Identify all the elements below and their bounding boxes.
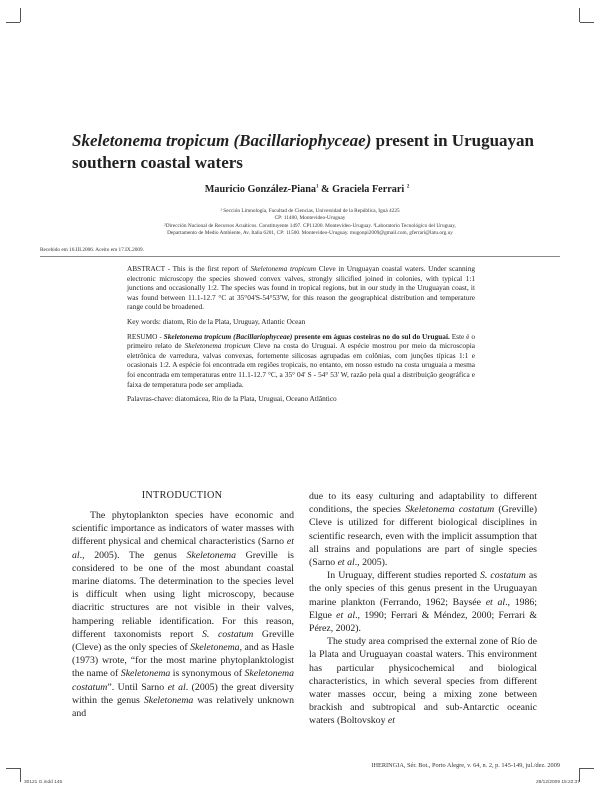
affiliation-line: Departamento de Medio Ambiente, Av. Italia 6201, CP: 11500. Montevideo-Uruguay. mugonpi2009@gmail.com, gferrari@latu.org.uy — [167, 230, 453, 237]
author-2-sup: 2 — [406, 184, 410, 190]
crop-mark-bottom-left-h — [6, 768, 20, 769]
affiliation-line: ²Dirección Nacional de Recursos Acuáticos. Constituyente 1497. CP11200. Montevideo-Uruguay. ³Laboratorio Tecnológico del Uruguay, — [164, 222, 456, 229]
received-dates: Recebido em 16.III.2006. Aceito em 17.IX.2009. — [40, 247, 145, 253]
article-title — [72, 130, 542, 174]
abstract-text: Cleve in Uruguayan coastal waters. Under scanning electronic microscopy the species showed convex valves, strongly silicified joined in colonies, with typical 1:1 junctions and occasionally 1:2. The species was found in tropical regions, but in our study in the Uruguayan coast, it was found between 11.1-12.7 °C at 35°04'S-54°53'W, for this reason the geographical distribution and temperature range could be broadened. — [127, 264, 475, 312]
intro-paragraph-1: The phytoplankton species have economic and scientific importance as indicators of water masses with different physical and chemical characteristics (Sarno et al., 2005). The genus Skeletonema Greville is considered to be one of the most abundant coastal marine diatoms. The determination to the species level is difficult when using light microscopy, because diacritic structures are not visible in their valves, hampering reliable identification. For this reason, different taxonomists report S. costatum Greville (Cleve) as the only species of Skeletonema, and as Hasle (1973) wrote, “for the most marine phytoplanktologist the name of Skeletonema is synonymous of Skeletonema costatum”. Until Sarno et al. (2005) the great diversity within the genus Skeletonema was relatively unknown and — [72, 510, 295, 720]
divider — [40, 256, 560, 257]
author-separator: & — [318, 184, 333, 195]
print-slug-file: 30121 G.indd 145 — [24, 780, 63, 785]
body-column-left — [72, 509, 294, 720]
resumo-title-species: Skeletonema tropicum — [163, 331, 232, 341]
affiliation-line: ¹ Sección Limnología, Facultad de Ciencias, Universidad de la República, Iguá 4225 — [220, 208, 400, 214]
journal-footer: IHERINGIA, Sér. Bot., Porto Alegre, v. 64, n. 2, p. 145-149, jul./dez. 2009 — [371, 762, 560, 769]
title-rest: present in Uruguayan southern coastal waters — [72, 131, 534, 172]
crop-mark-top-left — [20, 8, 21, 22]
resumo-label: RESUMO - — [127, 331, 164, 341]
resumo-text-a: Este é o primeiro relato de — [127, 331, 475, 351]
abstract-keywords: Key words: diatom, Rio de la Plata, Uruguay, Atlantic Ocean — [127, 316, 306, 326]
intro-paragraph-3: The study area comprised the external zone of Río de la Plata and Uruguayan coastal waters. This environment has particular physicochemical and biological characteristics, in which several species from different water masses occur, being a mixing zone between brackish and subtropical and sub-Antarctic oceanic waters (Boltovskoy et — [309, 636, 537, 727]
affiliation-line: CP: 11400, Montevideo-Uruguay — [274, 215, 346, 222]
body-column-right — [309, 490, 537, 728]
resumo-paragraph — [127, 332, 475, 390]
author-line — [72, 184, 542, 195]
title-class: (Bacillariophyceae) — [233, 131, 372, 150]
title-species: Skeletonema tropicum — [72, 131, 230, 150]
crop-mark-top-right-h — [580, 22, 594, 23]
author-2: Graciela Ferrari — [332, 184, 405, 195]
resumo-title-rest: presente em águas costeiras no do sul do Uruguai. — [292, 331, 450, 341]
resumo-title-class: (Bacillariophyceae) — [233, 331, 293, 341]
resumo-text-species: Skeletonema tropicum — [184, 341, 251, 351]
abstract-species: Skeletonema tropicum — [250, 264, 317, 273]
section-heading-introduction: INTRODUCTION — [141, 490, 223, 501]
crop-mark-top-left-h — [6, 22, 20, 23]
crop-mark-top-right — [579, 8, 580, 22]
intro-paragraph-1-cont: due to its easy culturing and adaptability to different conditions, the species Skeletonema costatum (Greville) Cleve is utilized for different biological disciplines in scientific research, even with the implicit assumption that all strains and populations are part of single species (Sarno et al., 2005). — [309, 491, 538, 569]
print-slug-date: 28/12/2009 15:22:37 — [535, 780, 580, 785]
crop-mark-bottom-right-h — [580, 768, 594, 769]
crop-mark-bottom-left — [20, 768, 21, 782]
author-1-sup: 1 — [315, 184, 319, 190]
abstract-paragraph — [127, 264, 475, 312]
resumo-keywords: Palavras-chave: diatomácea, Rio de la Plata, Uruguai, Oceano Atlântico — [127, 394, 337, 404]
abstract-lead: ABSTRACT - This is the first report of — [127, 264, 251, 273]
abstract-block — [127, 264, 475, 409]
author-1: Mauricio González-Piana — [204, 184, 316, 195]
intro-paragraph-2: In Uruguay, different studies reported S. costatum as the only species of this genus present in the Uruguayan marine plankton (Ferrando, 1962; Baysée et al., 1986; Elgue et al., 1990; Ferrari & Méndez, 2000; Ferrari & Pérez, 2002). — [309, 570, 538, 635]
resumo-text-b: Cleve na costa do Uruguai. A espécie mostrou por meio da microscopia eletrônica de varredura, valvas convexas, fortemente silicosas agrupadas em colônias, com junções típicas 1:1 e ocasionais 1:2. A espécie foi encontrada em regiões tropicais, no entanto, em nosso estudo na costa uruguaia a mesma foi encontrada em temperaturas entre 11.1-12.7 °C, a 35° 04' S - 54° 53' W, razão pela qual a distribuição geográfica e faixa de temperatura pode ser ampliada. — [127, 341, 475, 389]
affiliations — [110, 208, 510, 238]
